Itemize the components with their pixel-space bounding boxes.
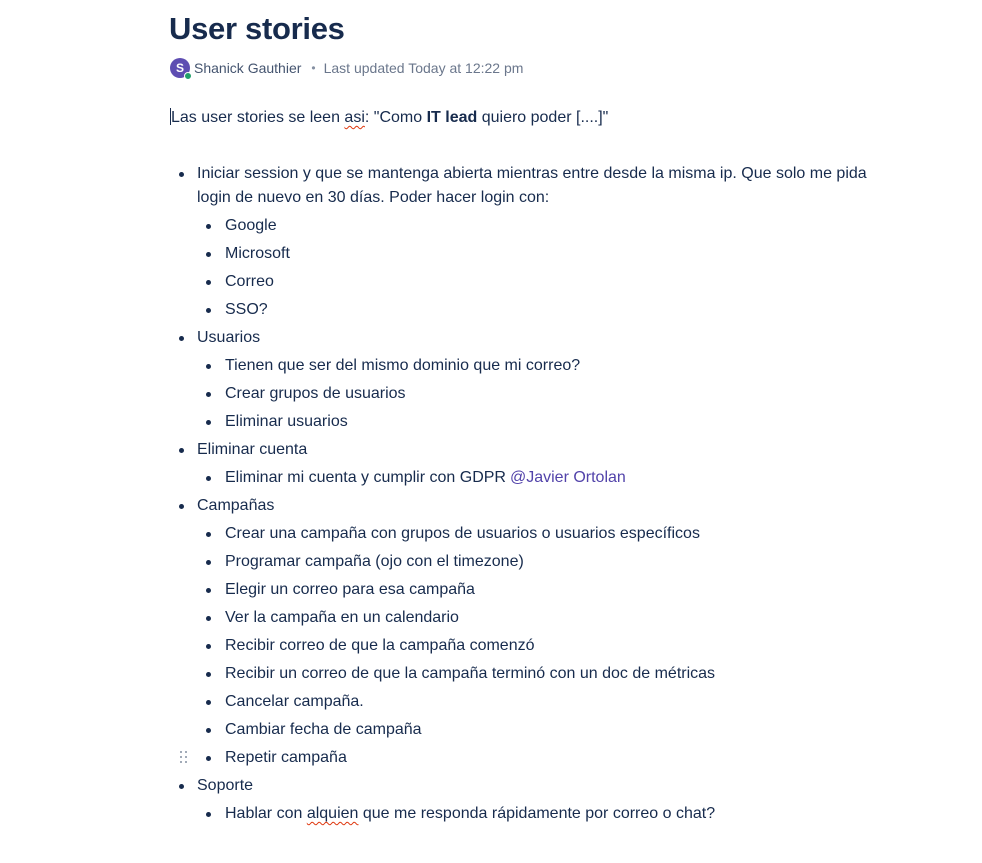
list-item[interactable]: Crear grupos de usuarios (197, 382, 890, 406)
user-stories-list (170, 162, 890, 826)
list-item[interactable]: Programar campaña (ojo con el timezone) (197, 550, 890, 574)
intro-text-3: quiero poder [....]" (477, 109, 609, 126)
list-item[interactable]: SSO? (197, 298, 890, 322)
list-item-campanas[interactable] (170, 494, 890, 770)
list-item[interactable]: Tienen que ser del mismo dominio que mi correo? (197, 354, 890, 378)
list-item[interactable]: Ver la campaña en un calendario (197, 606, 890, 630)
user-mention[interactable]: @Javier Ortolan (509, 469, 626, 486)
list-item-text-1: Hablar con (225, 805, 307, 822)
intro-paragraph[interactable] (170, 106, 890, 130)
list-item-text: Eliminar cuenta (197, 441, 308, 458)
byline (170, 57, 523, 79)
list-item-text: Soporte (197, 777, 254, 794)
list-item[interactable]: Cambiar fecha de campaña (197, 718, 890, 742)
spelling-error[interactable]: asi (344, 109, 365, 126)
page-content[interactable] (170, 106, 890, 830)
list-item[interactable]: Recibir un correo de que la campaña terminó con un doc de métricas (197, 662, 890, 686)
sublist-campanas (197, 522, 890, 770)
list-item-repetir[interactable] (197, 746, 890, 770)
list-item-text-2: que me responda rápidamente por correo o chat? (358, 805, 716, 822)
list-item[interactable] (197, 466, 890, 490)
avatar-initial: S (175, 61, 184, 75)
avatar[interactable] (170, 58, 190, 78)
list-item-soporte[interactable] (170, 774, 890, 826)
last-updated[interactable] (324, 60, 524, 76)
list-item-text: Iniciar session y que se mantenga abierta mientras entre desde la misma ip. Que solo me pida login de nuevo en 30 días. Poder hacer login con: (197, 165, 867, 206)
list-item[interactable] (197, 802, 890, 826)
page-title: User stories (169, 11, 345, 46)
intro-bold-role: IT lead (426, 109, 478, 126)
last-updated-prefix: Last updated (323, 60, 405, 76)
last-updated-time: Today at 12:22 pm (408, 60, 524, 76)
sublist-usuarios (197, 354, 890, 434)
list-item-text: Eliminar mi cuenta y cumplir con GDPR (225, 469, 506, 486)
presence-indicator (184, 72, 192, 80)
intro-text-2: : "Como (364, 109, 427, 126)
spelling-error[interactable]: alquien (306, 805, 359, 822)
list-item[interactable]: Elegir un correo para esa campaña (197, 578, 890, 602)
list-item-eliminar-cuenta[interactable] (170, 438, 890, 490)
sublist-login (197, 214, 890, 322)
list-item[interactable]: Cancelar campaña. (197, 690, 890, 714)
list-item[interactable]: Recibir correo de que la campaña comenzó (197, 634, 890, 658)
byline-separator: • (311, 61, 316, 75)
intro-text-1: Las user stories se leen (171, 109, 345, 126)
sublist-soporte (197, 802, 890, 826)
author-name[interactable]: Shanick Gauthier (194, 60, 302, 76)
list-item-text: Campañas (197, 497, 275, 514)
list-item-usuarios[interactable] (170, 326, 890, 434)
list-item-text: Repetir campaña (225, 749, 347, 766)
list-item-text: Usuarios (197, 329, 261, 346)
list-item-login[interactable] (170, 162, 890, 322)
list-item[interactable]: Microsoft (197, 242, 890, 266)
drag-handle-icon[interactable] (180, 751, 188, 765)
list-item[interactable]: Google (197, 214, 890, 238)
list-item[interactable]: Correo (197, 270, 890, 294)
sublist-cuenta (197, 466, 890, 490)
list-item[interactable]: Crear una campaña con grupos de usuarios o usuarios específicos (197, 522, 890, 546)
list-item[interactable]: Eliminar usuarios (197, 410, 890, 434)
